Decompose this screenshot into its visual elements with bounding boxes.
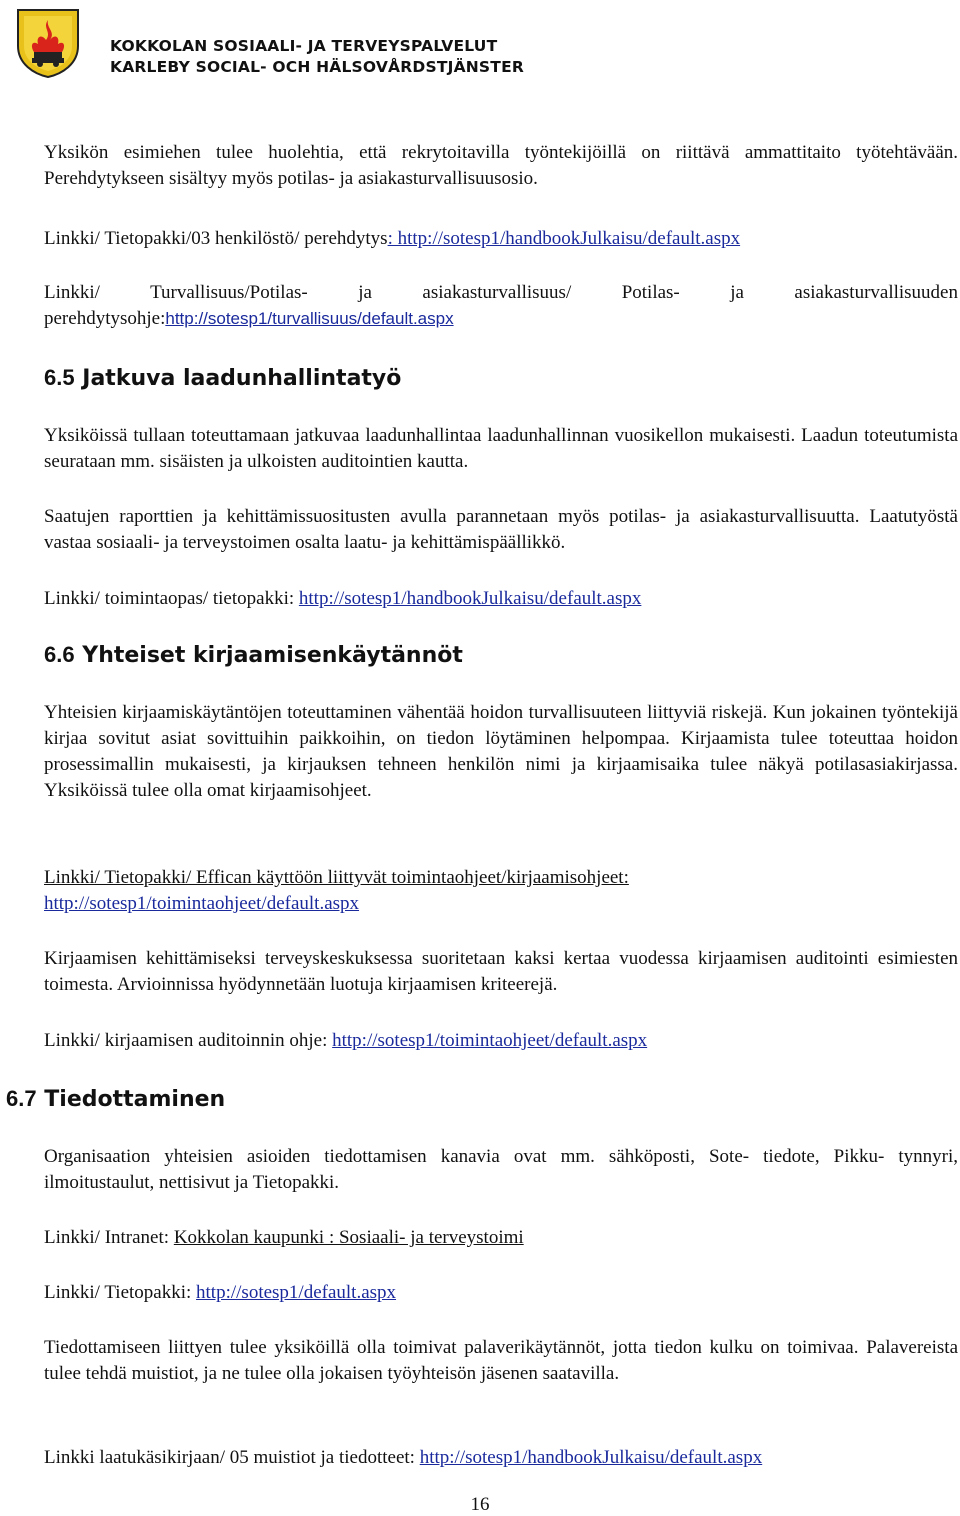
documentation-link-label[interactable]: Linkki/ Tietopakki/ Effican käyttöön liittyvät toimintaohjeet/kirjaamisohjeet:: [44, 867, 629, 888]
tietopakki-link-line: [44, 1280, 958, 1306]
memo-link-line: [44, 1445, 958, 1471]
section-number: 6.5: [44, 365, 75, 390]
orientation-link-line: [44, 226, 958, 252]
section-number: 6.7: [6, 1086, 37, 1111]
quality-handbook-link[interactable]: http://sotesp1/handbookJulkaisu/default.aspx: [298, 588, 642, 609]
section-title: Jatkuva laadunhallintatyö: [82, 366, 402, 391]
section-heading-6-7: [6, 1086, 920, 1112]
orientation-link[interactable]: : http://sotesp1/handbookJulkaisu/default.aspx: [387, 228, 741, 249]
intranet-link-line: [44, 1225, 958, 1251]
tietopakki-link-label: Linkki/ Tietopakki:: [44, 1282, 197, 1303]
section-number: 6.6: [44, 642, 75, 667]
communication-paragraph-1: Organisaation yhteisien asioiden tiedottamisen kanavia ovat mm. sähköposti, Sote- tiedote, Pikku- tynnyri, ilmoitustaulut, nettisivut ja Tietopakki.: [44, 1146, 958, 1193]
documentation-paragraph-2: Kirjaamisen kehittämiseksi terveyskeskuksessa suoritetaan kaksi kertaa vuodessa kirjaamisen auditointi esimiesten toimesta. Arvioinnissa hyödynnetään luotuja kirjaamisen kriteerejä.: [44, 948, 958, 995]
section-title: Yhteiset kirjaamisenkäytännöt: [82, 643, 463, 668]
organization-name-finnish: KOKKOLAN SOSIAALI- JA TERVEYSPALVELUT: [110, 37, 498, 55]
safety-orientation-link[interactable]: http://sotesp1/turvallisuus/default.aspx: [165, 309, 454, 328]
coat-of-arms-logo: [12, 6, 84, 78]
intranet-link[interactable]: Kokkolan kaupunki : Sosiaali- ja terveystoimi: [173, 1227, 524, 1248]
section-heading-6-6: [44, 642, 958, 668]
documentation-paragraph-1: Yhteisien kirjaamiskäytäntöjen toteuttaminen vähentää hoidon turvallisuuteen liittyviä riskejä. Kun jokainen työntekijä kirjaa sovitut asiat sovittuihin paikkoihin, on tiedon löytäminen helpompaa. Kirjaamista tulee toteuttaa hoidon prosessimallin mukaisesti, ja kirjauksen tehneen henkilön nimi ja kirjaamisaika tulee näkyä potilasasiakirjassa. Yksiköissä tulee olla omat kirjaamisohjeet.: [44, 702, 958, 801]
memo-handbook-link[interactable]: http://sotesp1/handbookJulkaisu/default.aspx: [419, 1447, 763, 1468]
safety-orientation-link-line: [44, 280, 958, 332]
documentation-link-line: [44, 865, 958, 917]
section-title: Tiedottaminen: [44, 1087, 226, 1112]
quality-link-line: [44, 586, 958, 612]
communication-paragraph-2: Tiedottamiseen liittyen tulee yksiköillä olla toimivat palaverikäytännöt, jotta tiedon kulku on toimivaa. Palavereista tulee tehdä muistiot, ja ne tulee olla jokaisen työyhteisön jäsenen saatavilla.: [44, 1337, 958, 1384]
audit-instructions-link[interactable]: http://sotesp1/toimintaohjeet/default.aspx: [332, 1030, 648, 1051]
quality-paragraph-2: Saatujen raporttien ja kehittämissuositusten avulla parannetaan myös potilas- ja asiakasturvallisuutta. Laatutyöstä vastaa sosiaali- ja terveystoimen osalta laatu- ja kehittämispäällikkö.: [44, 506, 958, 553]
quality-paragraph-1: Yksiköissä tullaan toteuttamaan jatkuvaa laadunhallintaa laadunhallinnan vuosikellon mukaisesti. Laadun toteutumista seurataan mm. sisäisten ja ulkoisten auditointien kautta.: [44, 425, 958, 472]
memo-link-label: Linkki laatukäsikirjaan/ 05 muistiot ja tiedotteet:: [44, 1447, 420, 1468]
section-heading-6-5: [44, 365, 958, 391]
documentation-instructions-link[interactable]: http://sotesp1/toimintaohjeet/default.aspx: [44, 893, 360, 914]
orientation-link-label: Linkki/ Tietopakki/03 henkilöstö/ perehdytys: [44, 228, 388, 249]
tietopakki-link[interactable]: http://sotesp1/default.aspx: [196, 1282, 397, 1303]
organization-name-swedish: KARLEBY SOCIAL- OCH HÄLSOVÅRDSTJÄNSTER: [110, 58, 524, 76]
safety-link-label: Linkki/ Turvallisuus/Potilas- ja asiakasturvallisuus/ Potilas- ja asiakasturvallisuuden perehdytysohje:: [44, 282, 958, 329]
page-number: 16: [470, 1494, 490, 1515]
organization-name: [110, 36, 524, 78]
intranet-link-label: Linkki/ Intranet:: [44, 1227, 174, 1248]
audit-link-line: [44, 1028, 958, 1054]
quality-link-label: Linkki/ toimintaopas/ tietopakki:: [44, 588, 299, 609]
orientation-paragraph: Yksikön esimiehen tulee huolehtia, että rekrytoitavilla työntekijöillä on riittävä ammattitaito työtehtävään. Perehdytykseen sisältyy myös potilas- ja asiakasturvallisuusosio.: [44, 142, 958, 189]
audit-link-label: Linkki/ kirjaamisen auditoinnin ohje:: [44, 1030, 333, 1051]
page-header: [12, 6, 612, 78]
